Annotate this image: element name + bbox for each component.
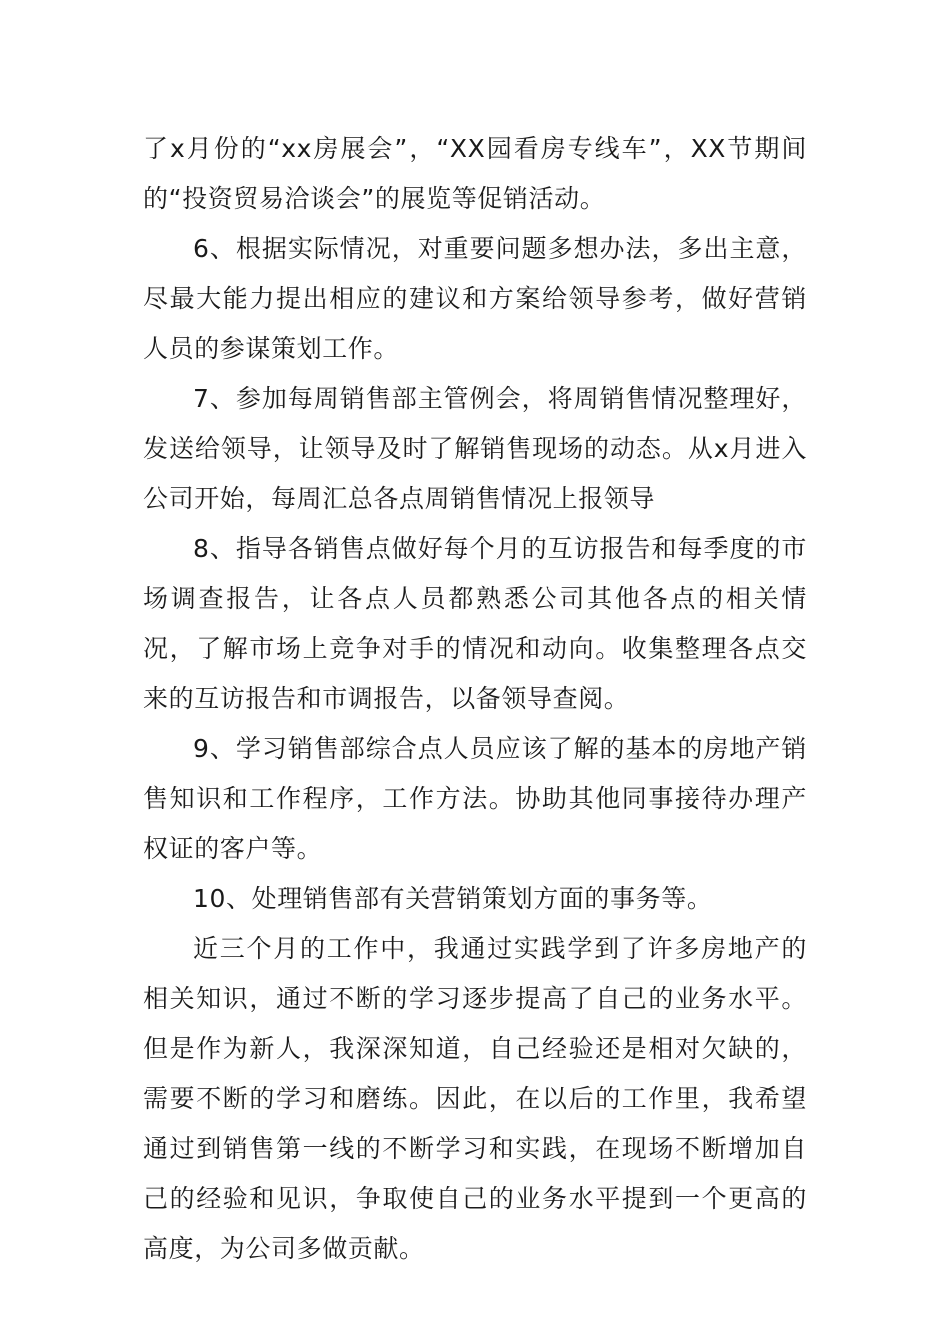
paragraph-summary: 近三个月的工作中，我通过实践学到了许多房地产的相关知识，通过不断的学习逐步提高了自己的业务水平。但是作为新人，我深深知道，自己经验还是相对欠缺的，需要不断的学习和磨练。因此，在以后的工作里，我希望通过到销售第一线的不断学习和实践，在现场不断增加自己的经验和见识，争取使自己的业务水平提到一个更高的高度，为公司多做贡献。	[143, 934, 807, 1263]
paragraph-item-8: 8、指导各销售点做好每个月的互访报告和每季度的市场调查报告，让各点人员都熟悉公司其他各点的相关情况，了解市场上竞争对手的情况和动向。收集整理各点交来的互访报告和市调报告，以备领导查阅。	[143, 534, 807, 713]
paragraph-item-6: 6、根据实际情况，对重要问题多想办法，多出主意，尽最大能力提出相应的建议和方案给领导参考，做好营销人员的参谋策划工作。	[143, 234, 807, 363]
paragraph-item-9: 9、学习销售部综合点人员应该了解的基本的房地产销售知识和工作程序，工作方法。协助其他同事接待办理产权证的客户等。	[143, 734, 807, 863]
paragraph-continued: 了x月份的“xx房展会”，“XX园看房专线车”，XX节期间的“投资贸易洽谈会”的展览等促销活动。	[143, 134, 807, 213]
paragraph-item-10: 10、处理销售部有关营销策划方面的事务等。	[193, 884, 713, 913]
paragraph-item-7: 7、参加每周销售部主管例会，将周销售情况整理好，发送给领导，让领导及时了解销售现场的动态。从x月进入公司开始，每周汇总各点周销售情况上报领导	[143, 384, 807, 513]
document-body	[143, 124, 807, 1274]
